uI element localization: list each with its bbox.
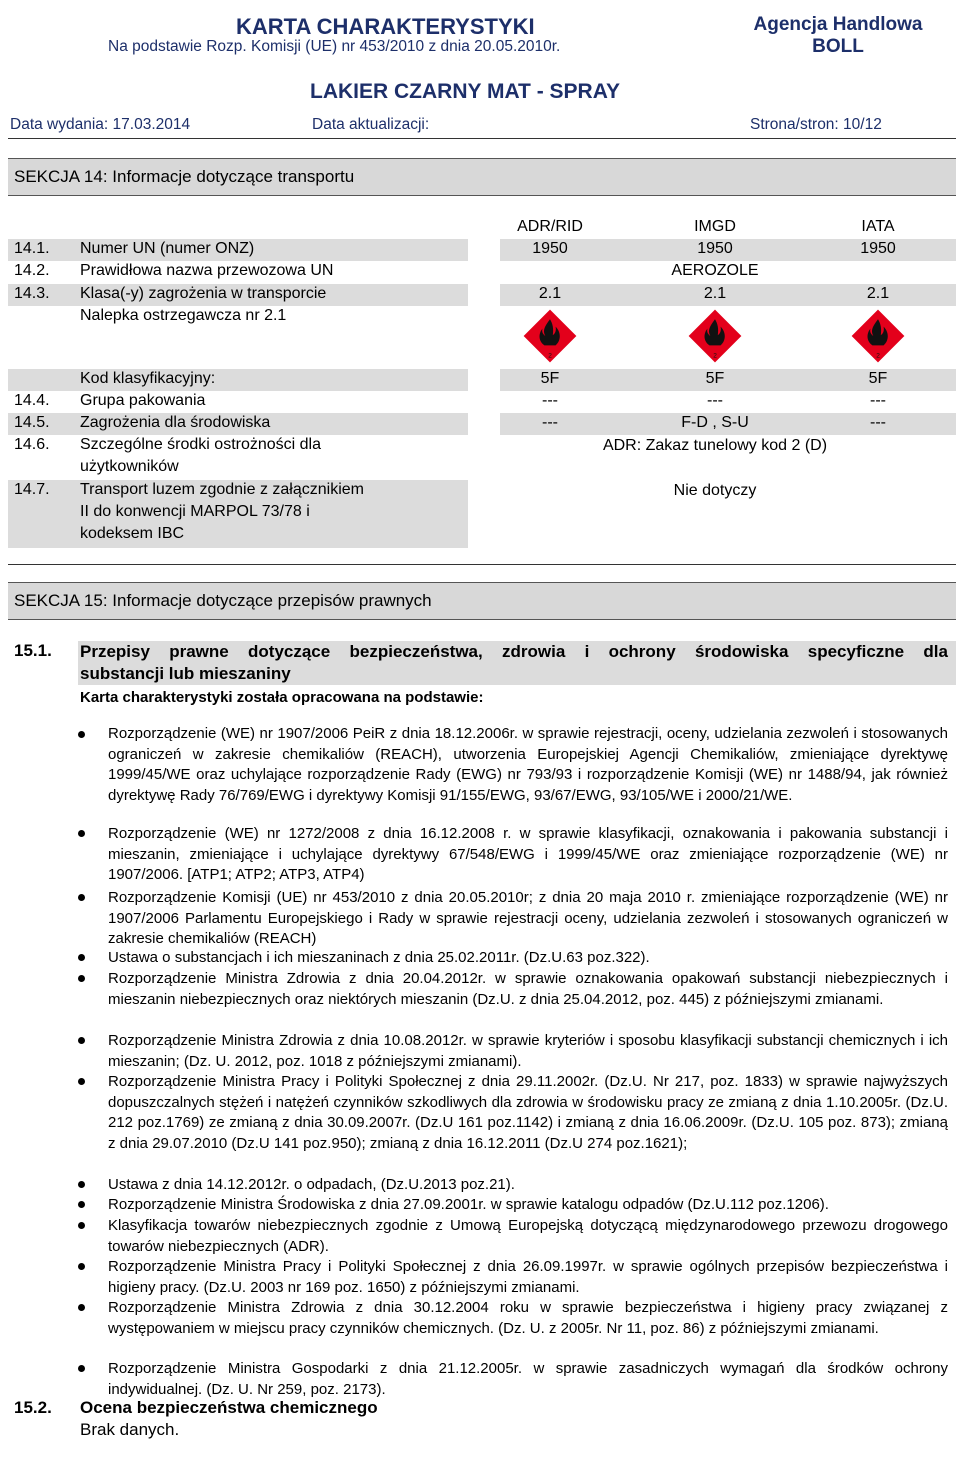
bullet-icon <box>78 1222 85 1229</box>
section-15-heading: SEKCJA 15: Informacje dotyczące przepisów prawnych <box>8 582 956 620</box>
row-label-14-3: Klasa(-y) zagrożenia w transporcie <box>80 285 327 302</box>
s15-1-number: 15.1. <box>14 641 52 660</box>
col-header-adr: ADR/RID <box>517 218 583 235</box>
regulation-item-2: Rozporządzenie (WE) nr 1272/2008 z dnia 16.12.2008 r. w sprawie klasyfikacji, oznakowania i pakowania substancji i mieszanin, zmieniające i uchylające dyrektywy 67/548/EWG i 1999/45/WE oraz zmieniające rozporządzenie (WE) nr 1907/2006. [ATP1; ATP2; ATP3, ATP4) <box>108 825 948 883</box>
agency-line-1: Agencja Handlowa <box>753 14 923 35</box>
row-num-14-1: 14.1. <box>14 240 50 257</box>
bullet-icon <box>78 1201 85 1208</box>
legal-basis-heading: Karta charakterystyki została opracowana na podstawie: <box>80 689 484 706</box>
flammable-gas-pictogram-imgd <box>687 308 743 364</box>
value-14-3-adr: 2.1 <box>538 285 562 302</box>
row-num-14-5: 14.5. <box>14 414 50 431</box>
col-header-iata: IATA <box>861 218 895 235</box>
bullet-icon <box>78 1037 85 1044</box>
section-14-heading: SEKCJA 14: Informacje dotyczące transportu <box>8 158 956 196</box>
regulation-item-11: Rozporządzenie Ministra Pracy i Polityki Społecznej z dnia 26.09.1997r. w sprawie ogólnych przepisów bezpieczeństwa i higieny pracy. (Dz.U. 2003 nr 169 poz. 1650) z późniejszymi zmianami. <box>108 1258 948 1296</box>
row-label-warning-label: Nalepka ostrzegawcza nr 2.1 <box>80 307 287 324</box>
regulation-item-6: Rozporządzenie Ministra Zdrowia z dnia 10.08.2012r. w sprawie kryteriów i sposobu klasyfikacji substancji chemicznych i ich mieszanin; (Dz. U. 2012, poz. 1018 z późniejszymi zmianami). <box>108 1032 948 1070</box>
s15-1-title <box>80 641 948 685</box>
regulation-item-8: Ustawa z dnia 14.12.2012r. o odpadach, (Dz.U.2013 poz.21). <box>108 1176 515 1193</box>
value-kod-adr: 5F <box>540 370 560 387</box>
row-label-14-6: Szczególne środki ostrożności dla <box>80 436 322 453</box>
svg-text:2: 2 <box>713 352 717 360</box>
s15-1-title-line-1: Przepisy prawne dotyczące bezpieczeństwa, zdrowia i ochrony środowiska specyficzne dla <box>80 642 948 661</box>
update-date: Data aktualizacji: <box>312 116 430 133</box>
row-label-14-6-cont: użytkowników <box>80 458 179 475</box>
bullet-icon <box>78 1078 85 1085</box>
bullet-icon <box>78 1181 85 1188</box>
bullet-icon <box>78 954 85 961</box>
col-header-imgd: IMGD <box>694 218 736 235</box>
regulation-item-3: Rozporządzenie Komisji (UE) nr 453/2010 z dnia 20.05.2010r; z dnia 20 maja 2010 r. zmieniające rozporządzenie (WE) nr 1907/2006 Parlamentu Europejskiego i Rady w sprawie rejestracji oceny, udzielania zezwoleń i stosowanych ograniczeń w zakresie chemikaliów (REACH) <box>108 889 948 947</box>
row-num-14-3: 14.3. <box>14 285 50 302</box>
row-bg-kod <box>8 369 468 391</box>
regulation-item-9: Rozporządzenie Ministra Środowiska z dnia 27.09.2001r. w sprawie katalogu odpadów (Dz.U.112 poz.1206). <box>108 1196 829 1213</box>
header-divider <box>8 138 956 139</box>
row-num-14-2: 14.2. <box>14 262 50 279</box>
product-name: LAKIER CZARNY MAT - SPRAY <box>310 80 620 103</box>
s15-2-title: Ocena bezpieczeństwa chemicznego <box>80 1398 378 1417</box>
bullet-icon <box>78 1263 85 1270</box>
row-num-14-4: 14.4. <box>14 392 50 409</box>
row-label-14-2: Prawidłowa nazwa przewozowa UN <box>80 262 334 279</box>
s15-2-text: Brak danych. <box>80 1420 180 1439</box>
value-14-1-adr: 1950 <box>532 240 568 257</box>
value-14-5-iata: --- <box>870 414 886 431</box>
regulation-item-1: Rozporządzenie (WE) nr 1907/2006 PeiR z dnia 18.12.2006r. w sprawie rejestracji, oceny, udzielania zezwoleń i stosowanych ograniczeń w zakresie chemikaliów (REACH), utworzenia Europejskiej Agencji Chemikaliów, zmieniające dyrektywę 1999/45/WE oraz uchylające rozporządzenie Rady (EWG) nr 793/93 i rozporządzenie Komisji (WE) nr 1488/94, jak również dyrektywę Rady 76/769/EWG i dyrektywy Komisji 91/155/EWG, 93/67/EWG, 93/105/WE i 2000/21/WE. <box>108 725 948 804</box>
value-14-6-tunnel-code: ADR: Zakaz tunelowy kod 2 (D) <box>602 437 828 454</box>
value-14-5-imgd: F-D , S-U <box>681 414 749 431</box>
agency-line-2: BOLL <box>812 36 864 57</box>
row-label-14-7: Transport luzem zgodnie z załącznikiem <box>80 481 364 498</box>
row-label-14-5: Zagrożenia dla środowiska <box>80 414 271 431</box>
value-14-4-imgd: --- <box>707 392 723 409</box>
bullet-icon <box>78 830 85 837</box>
row-label-14-7-cont: II do konwencji MARPOL 73/78 i <box>80 503 310 520</box>
bullet-icon <box>78 1365 85 1372</box>
regulation-item-7: Rozporządzenie Ministra Pracy i Polityki Społecznej z dnia 29.11.2002r. (Dz.U. Nr 217, poz. 1833) w sprawie najwyższych dopuszczalnych stężeń i natężeń czynników szkodliwych dla zdrowia w środowisku pracy ze zmianą z dnia 1.10.2005r. (Dz.U. 212 poz.1769) ze zmianą z dnia 30.09.2007r. (Dz.U 161 poz.1142) i zmianą z dnia 16.06.2009r. (Dz.U. 105 poz. 873); zmianą z dnia 29.07.2010 (Dz.U 141 poz.950); zmianą z dnia 16.12.2011 (Dz.U 274 poz.1621); <box>108 1073 948 1152</box>
regulation-item-4: Ustawa o substancjach i ich mieszaninach z dnia 25.02.2011r. (Dz.U.63 poz.322). <box>108 949 650 966</box>
value-14-4-adr: --- <box>542 392 558 409</box>
value-14-5-adr: --- <box>542 414 558 431</box>
row-label-14-4: Grupa pakowania <box>80 392 206 409</box>
bullet-icon <box>78 1304 85 1311</box>
bullet-icon <box>78 731 85 738</box>
s15-2-number: 15.2. <box>14 1398 52 1417</box>
bullet-icon <box>78 894 85 901</box>
page-number: Strona/stron: 10/12 <box>750 116 882 133</box>
row-label-classification-code: Kod klasyfikacyjny: <box>80 370 216 387</box>
value-14-2-shipping-name: AEROZOLE <box>671 262 759 279</box>
row-label-14-1: Numer UN (numer ONZ) <box>80 240 255 257</box>
regulation-item-5: Rozporządzenie Ministra Zdrowia z dnia 20.04.2012r. w sprawie oznakowania opakowań substancji niebezpiecznych i mieszanin niebezpiecznych oraz niektórych mieszanin (Dz.U. z dnia 25.04.2012, poz. 445) z późniejszymi zmianami. <box>108 970 948 1008</box>
value-14-3-iata: 2.1 <box>866 285 890 302</box>
flammable-gas-pictogram-iata <box>850 308 906 364</box>
value-kod-imgd: 5F <box>705 370 725 387</box>
s15-1-title-line-2: substancji lub mieszaniny <box>80 664 291 683</box>
section-14-divider <box>8 564 956 565</box>
value-14-1-imgd: 1950 <box>697 240 733 257</box>
value-14-4-iata: --- <box>870 392 886 409</box>
issue-date: Data wydania: 17.03.2014 <box>10 116 191 133</box>
bullet-icon <box>78 975 85 982</box>
value-14-7-bulk: Nie dotyczy <box>673 482 757 499</box>
agency-name <box>738 14 938 58</box>
regulation-item-12: Rozporządzenie Ministra Zdrowia z dnia 30.12.2004 roku w sprawie bezpieczeństwa i higieny pracy związanej z występowaniem w miejscu pracy czynników chemicznych. (Dz. U. z 2005r. Nr 11, poz. 86) z późniejszymi zmianami. <box>108 1299 948 1337</box>
regulation-item-10: Klasyfikacja towarów niebezpiecznych zgodnie z Umową Europejską dotyczącą międzynarodowego przewozu drogowego towarów niebezpiecznych (ADR). <box>108 1217 948 1255</box>
regulation-item-13: Rozporządzenie Ministra Gospodarki z dnia 21.12.2005r. w sprawie zasadniczych wymagań dla środków ochrony indywidualnej. (Dz. U. Nr 259, poz. 2173). <box>108 1360 948 1398</box>
flammable-gas-pictogram-adr <box>522 308 578 364</box>
row-label-14-7-cont2: kodeksem IBC <box>80 525 185 542</box>
value-14-3-imgd: 2.1 <box>703 285 727 302</box>
row-num-14-6: 14.6. <box>14 436 50 453</box>
row-num-14-7: 14.7. <box>14 481 50 498</box>
svg-text:2: 2 <box>876 352 880 360</box>
value-kod-iata: 5F <box>868 370 888 387</box>
svg-text:2: 2 <box>548 352 552 360</box>
regulation-subtitle: Na podstawie Rozp. Komisji (UE) nr 453/2010 z dnia 20.05.2010r. <box>108 38 561 55</box>
value-14-1-iata: 1950 <box>860 240 896 257</box>
document-title: KARTA CHARAKTERYSTYKI <box>236 14 535 39</box>
